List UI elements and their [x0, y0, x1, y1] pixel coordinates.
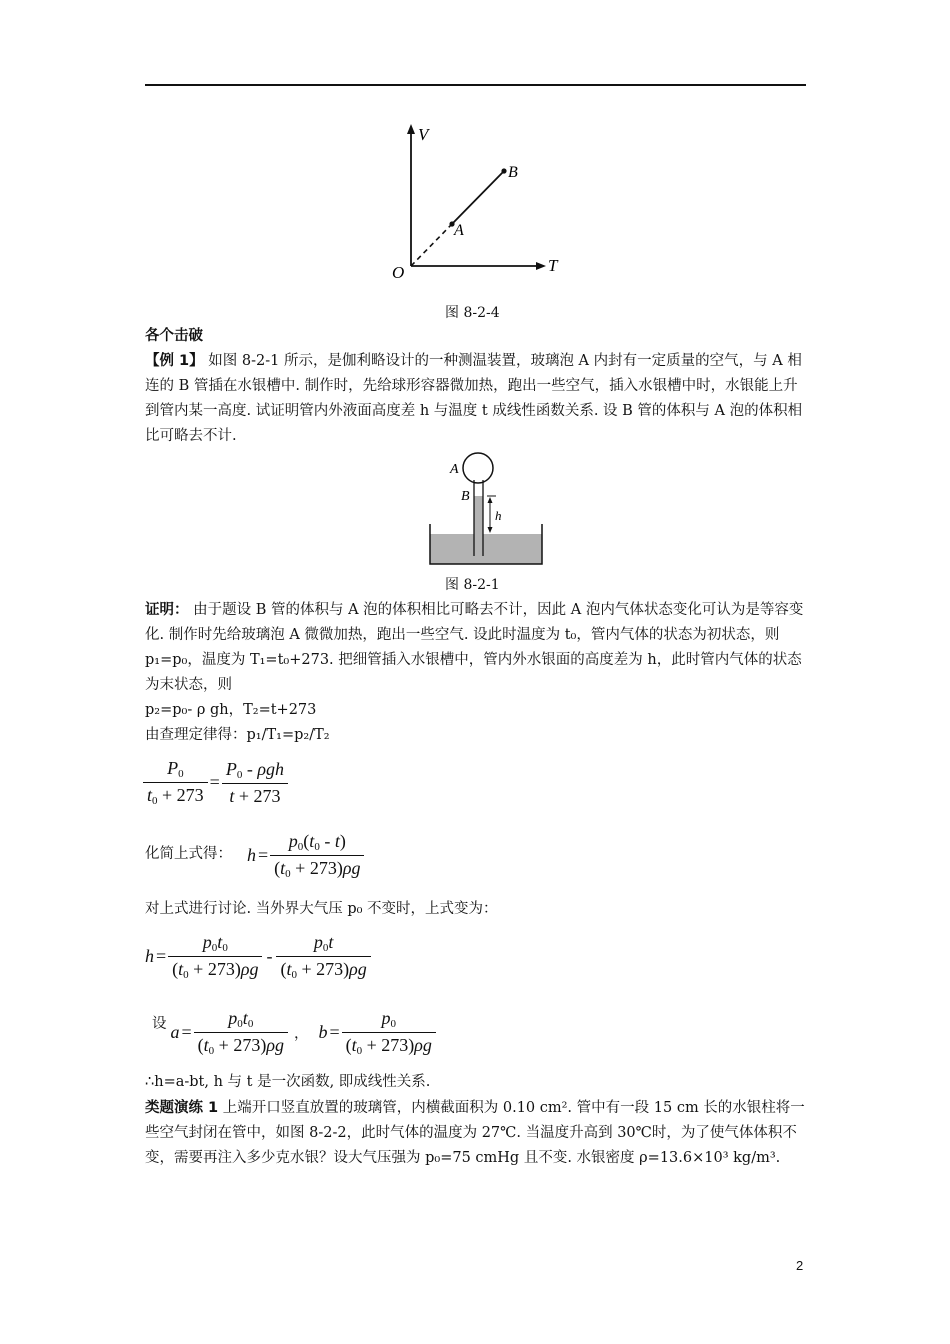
- example-tag: 【例 1】: [145, 353, 204, 369]
- set-label: 设: [152, 1016, 167, 1032]
- example-paragraph: [145, 349, 810, 449]
- proof-p2-line: p₂=p₀- ρ gh，T₂=t+273: [145, 702, 317, 718]
- vt-graph-figure: [380, 118, 580, 288]
- proof-text: 由于题设 B 管的体积与 A 泡的体积相比可略去不计，因此 A 泡内气体状态变化可认为是等容变化. 制作时先给玻璃泡 A 微微加热，跑出一些空气. 设此时温度为 t₀，管内气体的状态为初状态，则 p₁=p₀，温度为 T₁=t₀+273. 把细管插入水银槽中，管内外水银面的高度差为 h，此时管内气体的状态为末状态，则: [145, 602, 804, 693]
- point-b-label: B: [508, 164, 518, 181]
- proof-paragraph: [145, 598, 810, 698]
- equation-charles: $\frac{P_0}{t_0 + 273}$ = $\frac{P_0 - \rho gh}{t + 273}$: [143, 758, 288, 807]
- equation-h: h = $\frac{p_0(t_0 - t)}{(t_0 + 273)\rho g}$: [247, 831, 364, 880]
- height-h-label: h: [495, 508, 502, 523]
- proof-label: 证明：: [145, 602, 189, 618]
- bulb-a-label: A: [450, 462, 459, 477]
- thermometer-apparatus-figure: [428, 448, 548, 568]
- figure-caption-8-2-4: 图 8-2-4: [445, 305, 500, 321]
- example-text: 如图 8-2-1 所示，是伽利略设计的一种测温装置，玻璃泡 A 内封有一定质量的空气，与 A 相连的 B 管插在水银槽中. 制作时，先给球形容器微加热，跑出一些空气，插入水银槽中时，水银能上升到管内某一高度. 试证明管内外液面高度差 h 与温度 t 成线性函数关系. 设 B 管的体积与 A 泡的体积相比可略去不计.: [145, 353, 803, 444]
- simplify-label: 化简上式得：: [145, 846, 232, 862]
- discussion-line: 对上式进行讨论. 当外界大气压 p₀ 不变时，上式变为：: [145, 901, 498, 917]
- practice-label: 类题演练 1: [145, 1100, 219, 1116]
- axis-t-label: T: [548, 256, 558, 275]
- conclusion-line: ∴h=a-bt, h 与 t 是一次函数, 即成线性关系.: [145, 1074, 431, 1090]
- origin-label: O: [392, 263, 405, 282]
- figure-caption-8-2-1: 图 8-2-1: [445, 577, 500, 593]
- charles-law-line: 由查理定律得：p₁/T₁=p₂/T₂: [145, 727, 330, 743]
- axis-v-label: V: [418, 125, 429, 144]
- equation-ab-definition: 设 a = $\frac{p_0t_0}{(t_0 + 273)\rho g}$ ， b = $\frac{p_0}{(t_0 + 273)\rho g}$: [152, 1008, 436, 1057]
- section-title: 各个击破: [145, 328, 203, 344]
- comma-separator: ，: [293, 1026, 309, 1042]
- page-number: 2: [796, 1258, 804, 1273]
- tube-b-label: B: [461, 489, 470, 504]
- practice-paragraph: [145, 1096, 810, 1171]
- practice-text: 上端开口竖直放置的玻璃管，内横截面积为 0.10 cm². 管中有一段 15 cm 长的水银柱将一些空气封闭在管中，如图 8-2-2，此时气体的温度为 27℃. 当温度升高到 30℃时，为了使气体体积不变，需要再注入多少克水银？设大气压强为 p₀=75 cmHg 且不变. 水银密度 ρ=13.6×10³ kg/m³.: [145, 1100, 805, 1166]
- equation-h-expanded: h = $\frac{p_0t_0}{(t_0 + 273)\rho g}$ - $\frac{p_0t}{(t_0 + 273)\rho g}$: [145, 932, 371, 981]
- point-a-label: A: [454, 222, 464, 239]
- header-rule: [145, 84, 806, 86]
